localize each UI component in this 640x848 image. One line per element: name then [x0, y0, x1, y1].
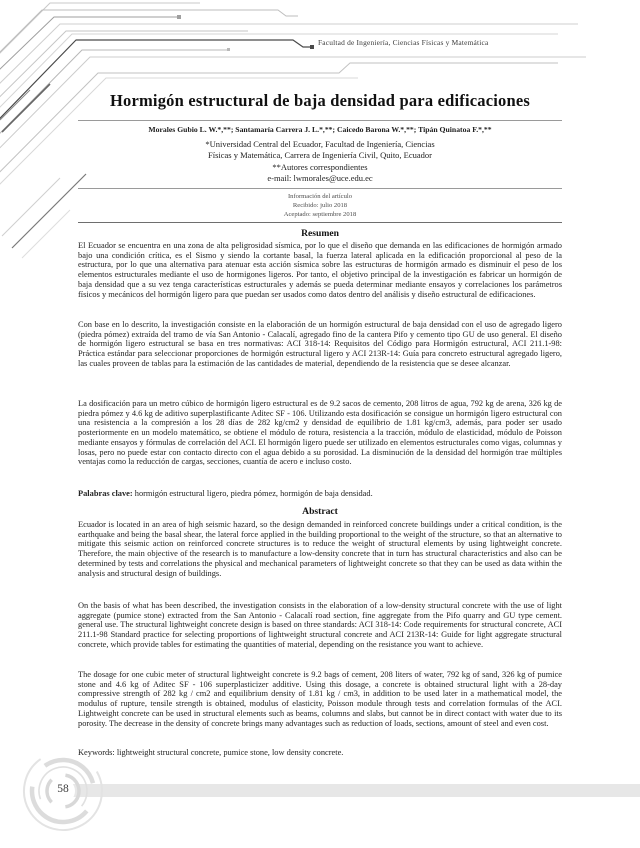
abstract-heading: Abstract	[302, 506, 338, 517]
faculty-banner: Facultad de Ingeniería, Ciencias Físicas y Matemática	[318, 38, 489, 47]
affiliation-line-2: Físicas y Matemática, Carrera de Ingeniería Civil, Quito, Ecuador	[208, 150, 432, 161]
palabras-clave-line	[78, 489, 562, 499]
info-divider-bottom	[78, 222, 562, 223]
authors-line: Morales Gubio L. W.*,**; Santamaría Carrera J. L.*,**; Caicedo Barona W.*,**; Tipán Quinatoa F.*,**	[148, 125, 492, 134]
keywords-line	[78, 748, 562, 758]
article-info-block	[78, 192, 562, 219]
abstract-paragraph-3: The dosage for one cubic meter of structural lightweight concrete is 9.2 bags of cement, 208 liters of water, 792 kg of sand, 326 kg of pumice stone and 4.6 kg of Aditec SF - 106 superplasticizer additive. Using this dosage, a concrete is obtained structural light with a 28-day compressive strength of 282 kg / cm2 and equilibrium density of 1.81 kg / cm3, in addition to be used later in a mathematical model, the modulus of rupture, tensile strength is obtained, modulus of elasticity, Poisson module through tests and correlation formulas of the ACI. Lightweight concrete can be used in structural elements such as beams, columns and slabs, but cannot be in direct contact with water due to its porosity. The decrease in the density of concrete brings many advantages such as reduction of loads, sections, amount of steel and even cost.	[78, 670, 562, 728]
palabras-clave-text: hormigón estructural ligero, piedra pómez, hormigón de baja densidad.	[132, 489, 373, 498]
resumen-heading: Resumen	[301, 228, 339, 239]
resumen-paragraph-3: La dosificación para un metro cúbico de hormigón ligero estructural es de 9.2 sacos de cemento, 208 litros de agua, 792 kg de arena, 326 kg de piedra pómez y 4.6 kg de aditivo superplastificante Aditec SF - 106. Utilizando esta dosificación se consigue un hormigón ligero estructural con una resistencia a la compresión a los 28 días de 282 kg/cm2 y densidad de equilibrio de 1.81 kg/cm3, además, para poder ser usado posteriormente en un modelo matemático, se obtiene el módulo de rotura, resistencia a la tracción, módulo de elasticidad, módulo de Poisson mediante ensayos y fórmulas de correlación del ACI. El hormigón ligero puede ser utilizado en elementos estructurales como vigas, columnas y losas, pero no puede estar con contacto directo con el agua debido a su porosidad. La disminución de la densidad del hormigón trae múltiples ventajas como la reducción de cargas, secciones, cuantía de acero e incluso costo.	[78, 399, 562, 467]
affiliation-block	[78, 139, 562, 185]
affiliation-line-1: *Universidad Central del Ecuador, Facultad de Ingeniería, Ciencias	[205, 139, 435, 149]
correspondence-note: **Autores correspondientes	[272, 161, 368, 172]
footer-bar	[70, 784, 640, 797]
abstract-paragraph-2: On the basis of what has been described, the investigation consists in the elaboration of a low-density structural concrete with the use of light aggregate (pumice stone) extracted from the San Antonio - Calacalí road section, fine aggregate from the Pifo quarry and GU type cement. general use. The structural lightweight concrete design is based on three standards: ACI 318-14: Code requirements for structural concrete, ACI 211.1-98 Standard practice for selecting proportions of lightweight structural concrete and ACI 213R-14: Guide for light aggregate structural concrete, which provide tables for estimating the quantities of material, depending on the resistance you want to achieve.	[78, 601, 562, 649]
info-divider-top	[78, 188, 562, 189]
article-title: Hormigón estructural de baja densidad para edificaciones	[109, 91, 531, 110]
page-number: 58	[57, 783, 69, 795]
title-divider	[78, 120, 562, 121]
keywords-label: Keywords:	[78, 748, 115, 757]
palabras-clave-label: Palabras clave:	[78, 489, 133, 498]
email-link[interactable]: e-mail: lwmorales@uce.edu.ec	[267, 173, 373, 184]
resumen-paragraph-1: El Ecuador se encuentra en una zona de alta peligrosidad sísmica, por lo que el diseño que demanda en las edificaciones de hormigón armado bajo una condición crítica, es el Sismo y siendo la cortante basal, la fuerza lateral aplicada en la edificación proporcional al peso de la estructura, por lo que una alternativa para atenuar esta acción sísmica sobre las estructuras de hormigón armado es disminuir el peso de los elementos estructurales mediante el uso de hormigones ligeros. Por tanto, el objetivo principal de la investigación es fabricar un hormigón de baja densidad que a su vez tenga características estructurales y además se pueda determinar mediante ensayos y correlaciones los parámetros físicos y mecánicos del hormigón ligero para que puedan ser usados como datos dentro del análisis y diseño estructural de edificaciones.	[78, 241, 562, 299]
article-info-received: Recibido: julio 2018	[292, 202, 348, 209]
article-info-title: Información del artículo	[287, 193, 353, 200]
article-info-accepted: Aceptado: septiembre 2018	[283, 211, 357, 218]
resumen-paragraph-2: Con base en lo descrito, la investigación consiste en la elaboración de un hormigón estructural de baja densidad con el uso de agregado ligero (piedra pómez) extraída del tramo de vía San Antonio - Calacalí, agregado fino de la cantera Pifo y cemento tipo GU de uso general. El diseño de hormigón ligero estructural se basa en tres normativas: ACI 318-14: Requisitos del Código para Hormigón estructural, ACI 211.1-98: Práctica estándar para seleccionar proporciones de hormigón estructural ligero y ACI 213R-14: Guía para concreto estructural agregado ligero, las cuales proveen de tablas para la estimación de las cantidades de material, dependiendo de la resistencia que se desee alcanzar.	[78, 320, 562, 368]
keywords-text: lightweight structural concrete, pumice stone, low density concrete.	[114, 748, 344, 757]
abstract-paragraph-1: Ecuador is located in an area of high seismic hazard, so the design demanded in reinforced concrete buildings under a critical condition, is the earthquake and being the basal shear, the lateral force applied in the building proportional to the weight of the structure, so that an alternative to mitigate this seismic action on reinforced concrete structures is to reduce the weight of structural elements by using lightweight concrete. Therefore, the main objective of the research is to manufacture a low-density concrete that in turn has structural characteristics and also can be determined by tests and correlations the physical and mechanical parameters of lightweight concrete so that they can be used as data within the analysis and structural design of buildings.	[78, 520, 562, 578]
